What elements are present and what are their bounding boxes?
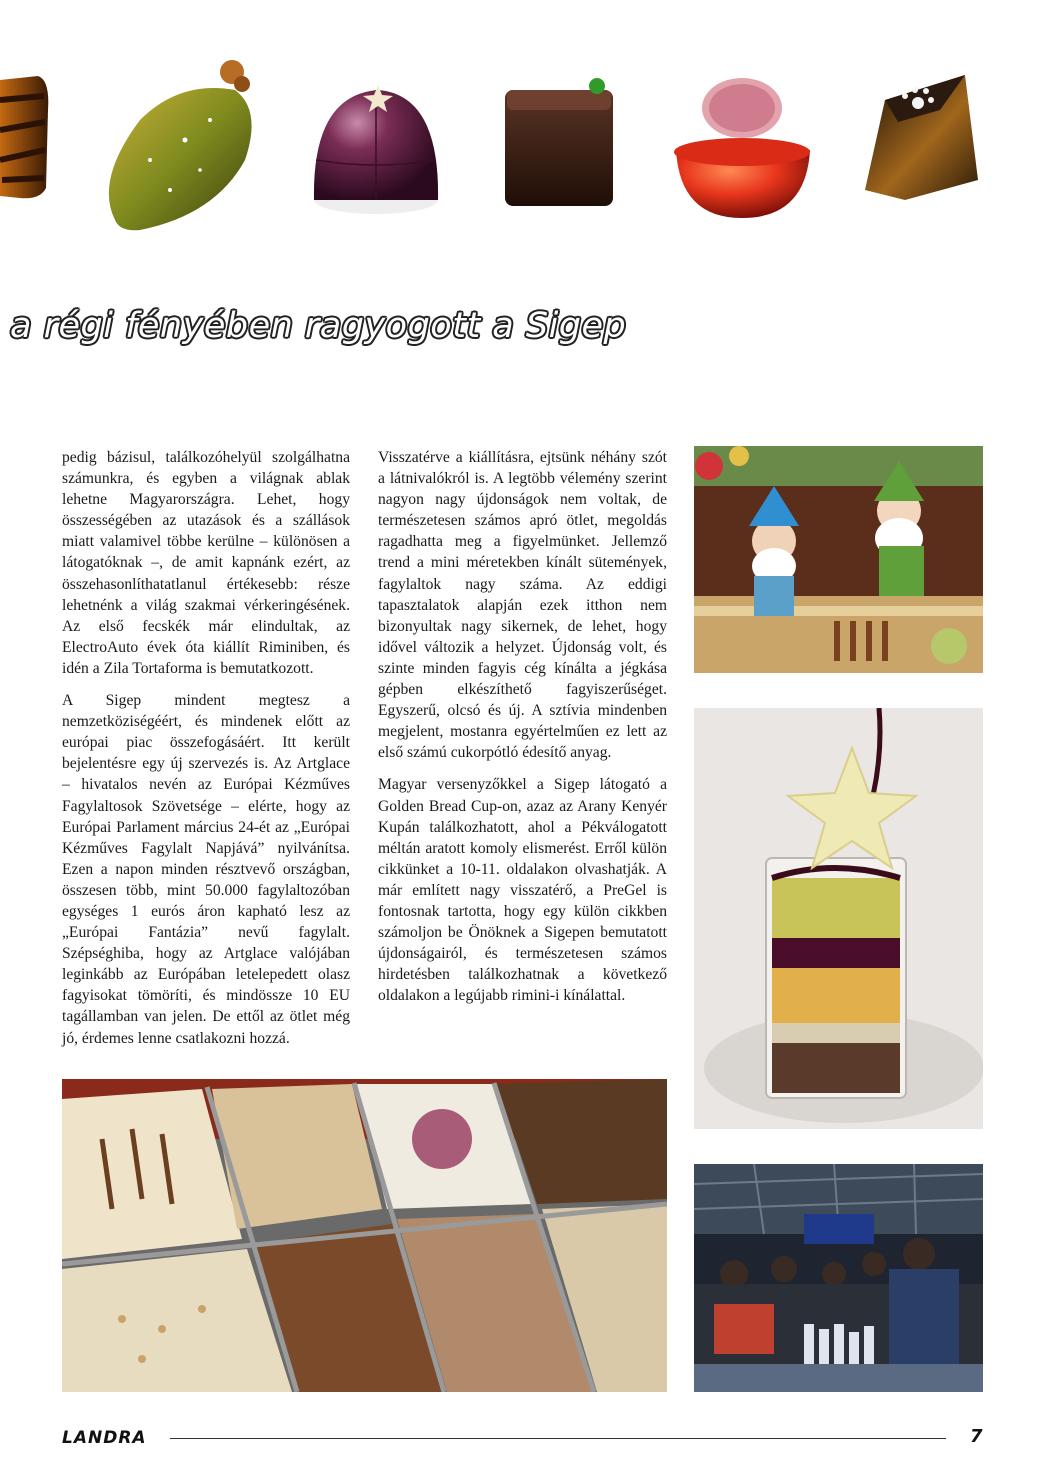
praline-striped <box>0 76 48 198</box>
magazine-name: LANDRA <box>62 1428 147 1448</box>
page-number: 7 <box>970 1426 983 1447</box>
footer-divider <box>170 1438 946 1439</box>
article-column-2 <box>378 447 667 1017</box>
praline-green-leaf <box>109 60 252 230</box>
photo-expo-crowd <box>694 1164 983 1392</box>
gelato-tub <box>212 1084 382 1229</box>
photo-dwarf-cake <box>694 446 983 673</box>
pralines-photo-strip <box>0 50 1041 240</box>
column-1-paragraph: A Sigep mindent megtesz a nemzetköziségéért, és mindenek előtt az európai piac összefogásáért. Itt került bejelentésre egy új szervezés is. Az Artglace – hivatalos nevén az Európai Kézműves Fagylaltosok Szövetsége – elérte, hogy az Európai Parlament március 24-ét az „Európai Kézműves Fagylalt Napjává” nyilvánítsa. Ezen a napon minden résztvevő országban, összesen több, mint 50.000 fagylaltozóban egységes 1 eurós áron kapható lesz az „Európai Fantázia” nevű fagylalt. Szépséghiba, hogy az Artglace valójában leginkább az Európában letelepedett olasz fagyisokat tömöríti, és mindössze 10 EU tagállamban van jelen. De ettől az ötlet még jó, érdemes lenne csatlakozni hozzá. <box>62 692 350 1047</box>
article-headline: a régi fényében ragyogott a Sigep <box>10 306 627 346</box>
praline-purple-dome <box>314 85 438 214</box>
column-2-paragraph: Magyar versenyzőkkel a Sigep látogató a Golden Bread Cup-on, azaz az Arany Kenyér Kupán találkozhatott, ahol a Pékválogatott méltán aratott komoly elismerést. Erről külön cikkünket a 10-11. oldalakon olvashatják. A már említett nagy visszatérő, a PreGel is fontosnak tartotta, hogy egy külön cikkben számoljon be Önöknek a Sigepen bemutatott újdonságairól, és természetesen számos hirdetésben találkozhatnak a következő oldalakon a legújabb rimini-i kínálattal. <box>378 776 667 1005</box>
photo-verrine-dessert <box>694 708 983 1129</box>
praline-dark-cube <box>505 78 613 206</box>
photo-gelato-display <box>62 1079 667 1392</box>
praline-bronze-pyramid <box>865 75 978 200</box>
article-column-1 <box>62 447 350 1060</box>
column-1-paragraph: pedig bázisul, találkozóhelyül szolgálhatna számunkra, és egyben a világnak ablak lehetne Magyarországra. Lehet, hogy összességében az utazások és a szállások miatt valamivel többe kerülne – különösen a látogatóknak –, de amit kapnánk ezért, az összehasonlíthatatlanul értékesebb: része lehetnénk a világ szakmai vérkeringésének. Az első fecskék már elindultak, az ElectroAuto évek óta kiállít Riminiben, és idén a Zila Tortaforma is bemutatkozott. <box>62 449 350 677</box>
column-2-paragraph: Visszatérve a kiállításra, ejtsünk néhány szót a látnivalókról is. A legtöbb vélemény szerint nagyon nagy újdonságok nem voltak, de természetesen számos apró ötlet, megoldás ragadhatta meg a figyelmünket. Jellemző trend a mini méretekben kínált sütemények, fagylaltok nagy száma. Az eddigi tapasztalatok alapján ezek itthon nem bizonyultak nagy sikernek, de lehet, hogy idővel változik a helyzet. Újdonság volt, és szinte minden fagyis cég kínálta a jégkása gépben elkészíthető fagyiszerűséget. Egyszerű, olcsó és új. A sztívia mindenben megjelent, mostanra egyértelműen ez lett az első számú cukorpótló édesítő anyag. <box>378 449 667 762</box>
praline-red-dome <box>674 78 810 218</box>
